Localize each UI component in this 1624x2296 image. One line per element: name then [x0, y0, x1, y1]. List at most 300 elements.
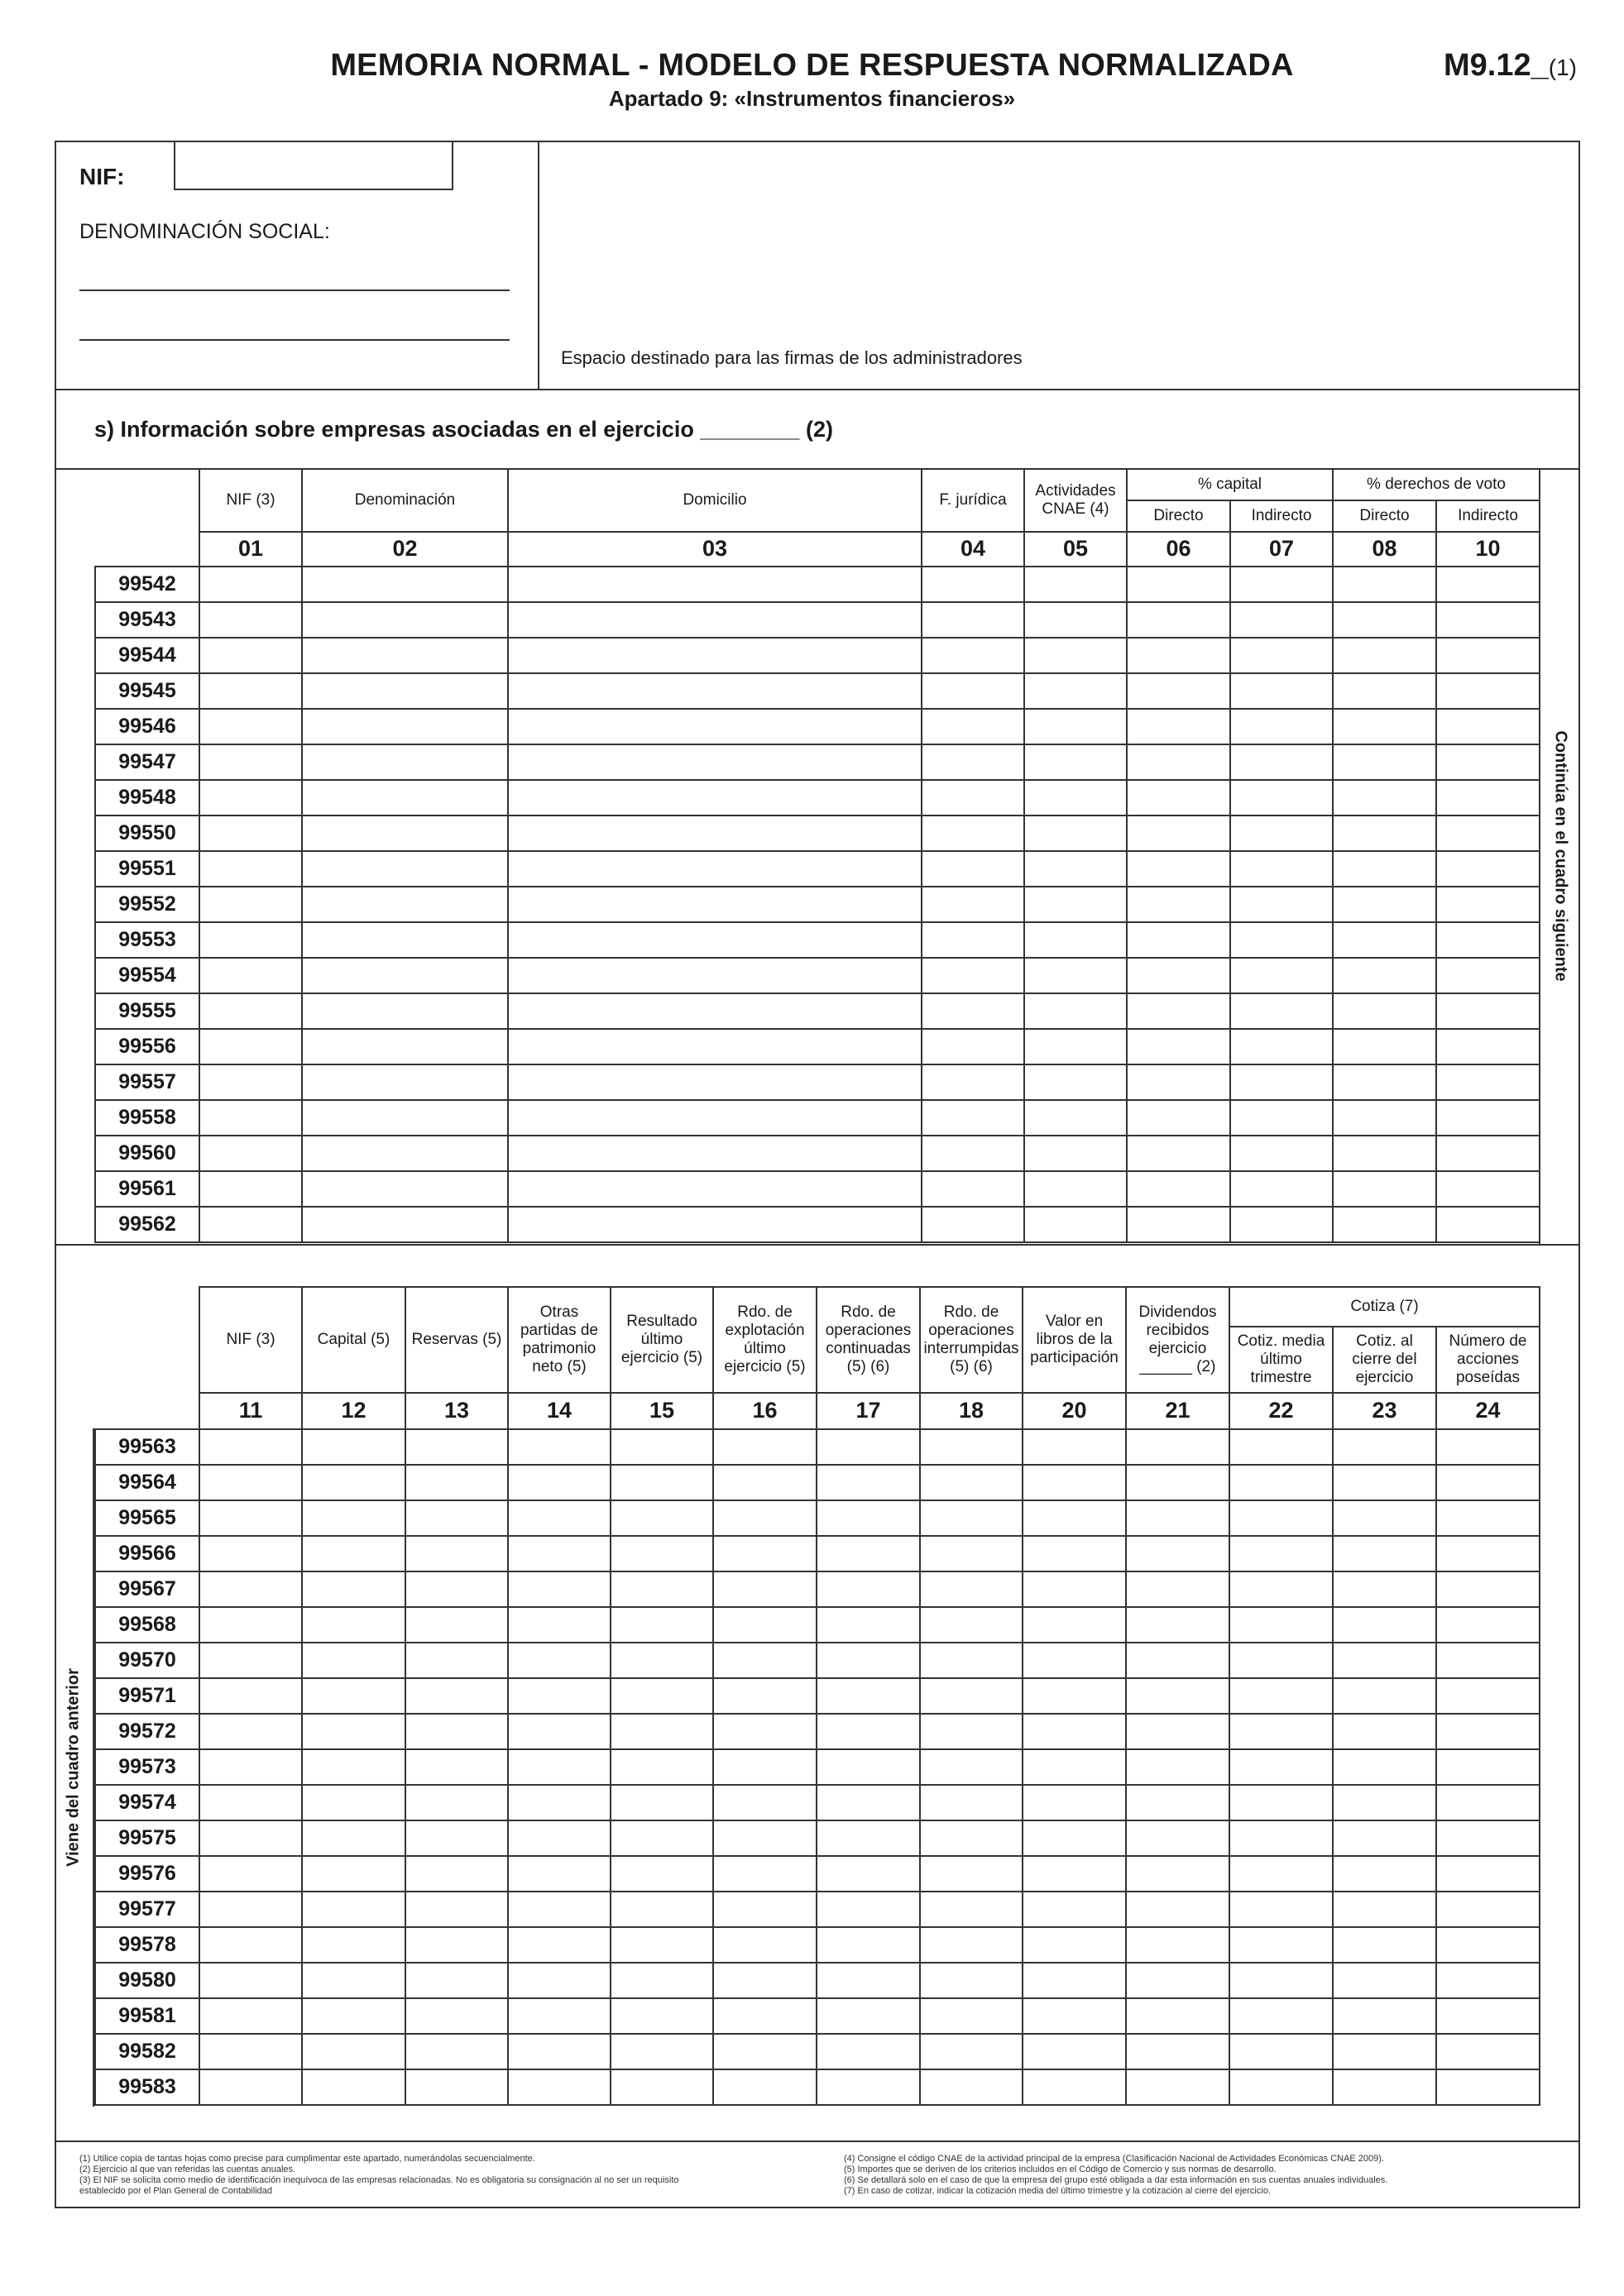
input-cell[interactable]	[1436, 958, 1540, 993]
input-cell[interactable]	[611, 1785, 713, 1820]
input-cell[interactable]	[920, 1714, 1023, 1749]
input-cell[interactable]	[199, 958, 302, 993]
input-cell[interactable]	[199, 993, 302, 1029]
input-cell[interactable]	[1230, 638, 1333, 673]
input-cell[interactable]	[817, 1643, 920, 1678]
input-cell[interactable]	[920, 1749, 1023, 1785]
input-cell[interactable]	[922, 851, 1024, 887]
input-cell[interactable]	[1127, 567, 1230, 602]
input-cell[interactable]	[922, 1136, 1024, 1171]
input-cell[interactable]	[817, 1607, 920, 1643]
input-cell[interactable]	[920, 1571, 1023, 1607]
input-cell[interactable]	[302, 816, 508, 851]
input-cell[interactable]	[817, 1820, 920, 1856]
input-cell[interactable]	[302, 1500, 405, 1536]
input-cell[interactable]	[302, 1998, 405, 2034]
input-cell[interactable]	[1230, 709, 1333, 744]
input-cell[interactable]	[1229, 1749, 1333, 1785]
input-cell[interactable]	[199, 2034, 302, 2069]
input-cell[interactable]	[199, 638, 302, 673]
input-cell[interactable]	[1436, 1998, 1540, 2034]
input-cell[interactable]	[199, 1749, 302, 1785]
input-cell[interactable]	[302, 1714, 405, 1749]
input-cell[interactable]	[1023, 1714, 1126, 1749]
input-cell[interactable]	[302, 2034, 405, 2069]
input-cell[interactable]	[1436, 2069, 1540, 2105]
input-cell[interactable]	[199, 887, 302, 922]
input-cell[interactable]	[1333, 816, 1436, 851]
input-cell[interactable]	[405, 1678, 508, 1714]
input-cell[interactable]	[922, 1207, 1024, 1242]
input-cell[interactable]	[817, 1571, 920, 1607]
input-cell[interactable]	[920, 1785, 1023, 1820]
input-cell[interactable]	[817, 1465, 920, 1500]
input-cell[interactable]	[920, 1465, 1023, 1500]
input-cell[interactable]	[922, 744, 1024, 780]
input-cell[interactable]	[199, 1820, 302, 1856]
input-cell[interactable]	[1436, 887, 1540, 922]
input-cell[interactable]	[302, 1029, 508, 1064]
input-cell[interactable]	[508, 1998, 611, 2034]
input-cell[interactable]	[611, 1607, 713, 1643]
input-cell[interactable]	[922, 780, 1024, 816]
input-cell[interactable]	[199, 1171, 302, 1207]
input-cell[interactable]	[405, 1429, 508, 1465]
input-cell[interactable]	[1333, 1892, 1436, 1927]
input-cell[interactable]	[508, 1500, 611, 1536]
input-cell[interactable]	[713, 2069, 817, 2105]
input-cell[interactable]	[1436, 1820, 1540, 1856]
input-cell[interactable]	[1436, 851, 1540, 887]
input-cell[interactable]	[1126, 1678, 1229, 1714]
input-cell[interactable]	[199, 1963, 302, 1998]
input-cell[interactable]	[1229, 1963, 1333, 1998]
input-cell[interactable]	[1126, 1927, 1229, 1963]
input-cell[interactable]	[1024, 1100, 1127, 1136]
input-cell[interactable]	[405, 1785, 508, 1820]
input-cell[interactable]	[1436, 602, 1540, 638]
input-cell[interactable]	[1333, 1714, 1436, 1749]
input-cell[interactable]	[1436, 673, 1540, 709]
input-cell[interactable]	[302, 2069, 405, 2105]
input-cell[interactable]	[1333, 1643, 1436, 1678]
input-cell[interactable]	[817, 1998, 920, 2034]
input-cell[interactable]	[1024, 1207, 1127, 1242]
input-cell[interactable]	[508, 1856, 611, 1892]
input-cell[interactable]	[1126, 2034, 1229, 2069]
input-cell[interactable]	[1127, 744, 1230, 780]
input-cell[interactable]	[199, 1714, 302, 1749]
input-cell[interactable]	[1127, 958, 1230, 993]
input-cell[interactable]	[817, 1927, 920, 1963]
input-cell[interactable]	[302, 709, 508, 744]
input-cell[interactable]	[405, 1892, 508, 1927]
input-cell[interactable]	[1333, 1207, 1436, 1242]
input-cell[interactable]	[1229, 1429, 1333, 1465]
input-cell[interactable]	[405, 1820, 508, 1856]
input-cell[interactable]	[611, 1500, 713, 1536]
input-cell[interactable]	[1024, 709, 1127, 744]
input-cell[interactable]	[1023, 2069, 1126, 2105]
input-cell[interactable]	[302, 1171, 508, 1207]
input-cell[interactable]	[611, 1714, 713, 1749]
input-cell[interactable]	[1333, 1856, 1436, 1892]
input-cell[interactable]	[508, 993, 922, 1029]
input-cell[interactable]	[508, 1064, 922, 1100]
input-cell[interactable]	[1230, 851, 1333, 887]
input-cell[interactable]	[1230, 1136, 1333, 1171]
input-cell[interactable]	[611, 1892, 713, 1927]
input-cell[interactable]	[405, 2069, 508, 2105]
input-cell[interactable]	[713, 1429, 817, 1465]
input-cell[interactable]	[817, 1500, 920, 1536]
input-cell[interactable]	[611, 1678, 713, 1714]
input-cell[interactable]	[1436, 1064, 1540, 1100]
input-cell[interactable]	[1229, 2034, 1333, 2069]
input-cell[interactable]	[405, 1927, 508, 1963]
input-cell[interactable]	[920, 1856, 1023, 1892]
input-cell[interactable]	[302, 1643, 405, 1678]
input-cell[interactable]	[1126, 1607, 1229, 1643]
input-cell[interactable]	[1436, 1607, 1540, 1643]
input-cell[interactable]	[405, 1607, 508, 1643]
input-cell[interactable]	[713, 1749, 817, 1785]
input-cell[interactable]	[1229, 1785, 1333, 1820]
input-cell[interactable]	[713, 1500, 817, 1536]
input-cell[interactable]	[302, 1856, 405, 1892]
input-cell[interactable]	[1229, 1678, 1333, 1714]
input-cell[interactable]	[1333, 1678, 1436, 1714]
input-cell[interactable]	[611, 1536, 713, 1571]
input-cell[interactable]	[1229, 1607, 1333, 1643]
input-cell[interactable]	[508, 780, 922, 816]
input-cell[interactable]	[817, 1892, 920, 1927]
input-cell[interactable]	[1127, 816, 1230, 851]
input-cell[interactable]	[1333, 1064, 1436, 1100]
input-cell[interactable]	[1333, 744, 1436, 780]
input-cell[interactable]	[1024, 1171, 1127, 1207]
input-cell[interactable]	[713, 1714, 817, 1749]
input-cell[interactable]	[199, 1029, 302, 1064]
input-cell[interactable]	[405, 1998, 508, 2034]
input-cell[interactable]	[302, 638, 508, 673]
input-cell[interactable]	[1023, 1643, 1126, 1678]
input-cell[interactable]	[1024, 567, 1127, 602]
input-cell[interactable]	[1023, 1785, 1126, 1820]
input-cell[interactable]	[405, 1465, 508, 1500]
input-cell[interactable]	[1229, 1927, 1333, 1963]
input-cell[interactable]	[1333, 1100, 1436, 1136]
input-cell[interactable]	[508, 1892, 611, 1927]
input-cell[interactable]	[1229, 1536, 1333, 1571]
input-cell[interactable]	[1230, 1207, 1333, 1242]
input-cell[interactable]	[1436, 1500, 1540, 1536]
input-cell[interactable]	[1127, 780, 1230, 816]
input-cell[interactable]	[611, 1749, 713, 1785]
input-cell[interactable]	[199, 567, 302, 602]
input-cell[interactable]	[1023, 1429, 1126, 1465]
input-cell[interactable]	[199, 1607, 302, 1643]
input-cell[interactable]	[1024, 1064, 1127, 1100]
input-cell[interactable]	[199, 1998, 302, 2034]
input-cell[interactable]	[1024, 922, 1127, 958]
input-cell[interactable]	[817, 1678, 920, 1714]
input-cell[interactable]	[1023, 1856, 1126, 1892]
input-cell[interactable]	[1127, 993, 1230, 1029]
input-cell[interactable]	[1230, 1171, 1333, 1207]
input-cell[interactable]	[199, 1678, 302, 1714]
input-cell[interactable]	[199, 673, 302, 709]
input-cell[interactable]	[1333, 673, 1436, 709]
input-cell[interactable]	[199, 1100, 302, 1136]
input-cell[interactable]	[1333, 1607, 1436, 1643]
input-cell[interactable]	[922, 638, 1024, 673]
input-cell[interactable]	[199, 851, 302, 887]
input-cell[interactable]	[817, 1429, 920, 1465]
input-cell[interactable]	[302, 1607, 405, 1643]
input-cell[interactable]	[1230, 1100, 1333, 1136]
input-cell[interactable]	[920, 1892, 1023, 1927]
input-cell[interactable]	[302, 1100, 508, 1136]
input-cell[interactable]	[1230, 1064, 1333, 1100]
input-cell[interactable]	[713, 1820, 817, 1856]
input-cell[interactable]	[1436, 1963, 1540, 1998]
input-cell[interactable]	[1126, 1963, 1229, 1998]
input-cell[interactable]	[611, 1571, 713, 1607]
input-cell[interactable]	[1023, 2034, 1126, 2069]
input-cell[interactable]	[713, 1963, 817, 1998]
input-cell[interactable]	[508, 1571, 611, 1607]
input-cell[interactable]	[713, 1536, 817, 1571]
input-cell[interactable]	[1127, 602, 1230, 638]
input-cell[interactable]	[922, 887, 1024, 922]
input-cell[interactable]	[817, 1714, 920, 1749]
input-cell[interactable]	[302, 1571, 405, 1607]
input-cell[interactable]	[817, 1785, 920, 1820]
input-cell[interactable]	[1230, 744, 1333, 780]
input-cell[interactable]	[199, 780, 302, 816]
input-cell[interactable]	[1333, 1136, 1436, 1171]
input-cell[interactable]	[1436, 1100, 1540, 1136]
input-cell[interactable]	[1230, 922, 1333, 958]
input-cell[interactable]	[1229, 1643, 1333, 1678]
input-cell[interactable]	[1436, 1029, 1540, 1064]
input-cell[interactable]	[1333, 1429, 1436, 1465]
input-cell[interactable]	[1023, 1465, 1126, 1500]
input-cell[interactable]	[1024, 958, 1127, 993]
input-cell[interactable]	[1333, 1465, 1436, 1500]
input-cell[interactable]	[508, 1536, 611, 1571]
input-cell[interactable]	[199, 1927, 302, 1963]
input-cell[interactable]	[1023, 1998, 1126, 2034]
input-cell[interactable]	[302, 1820, 405, 1856]
input-cell[interactable]	[508, 958, 922, 993]
input-cell[interactable]	[1127, 1136, 1230, 1171]
input-cell[interactable]	[1333, 2034, 1436, 2069]
input-cell[interactable]	[922, 993, 1024, 1029]
input-cell[interactable]	[1333, 958, 1436, 993]
input-cell[interactable]	[508, 1643, 611, 1678]
input-cell[interactable]	[1126, 1500, 1229, 1536]
input-cell[interactable]	[920, 1927, 1023, 1963]
input-cell[interactable]	[1436, 1678, 1540, 1714]
input-cell[interactable]	[611, 1856, 713, 1892]
input-cell[interactable]	[920, 1500, 1023, 1536]
input-cell[interactable]	[508, 567, 922, 602]
input-cell[interactable]	[508, 673, 922, 709]
input-cell[interactable]	[508, 887, 922, 922]
input-cell[interactable]	[199, 1536, 302, 1571]
input-cell[interactable]	[611, 1998, 713, 2034]
input-cell[interactable]	[611, 2034, 713, 2069]
input-cell[interactable]	[920, 1678, 1023, 1714]
input-cell[interactable]	[199, 922, 302, 958]
input-cell[interactable]	[1436, 1429, 1540, 1465]
input-cell[interactable]	[1126, 1429, 1229, 1465]
input-cell[interactable]	[508, 1029, 922, 1064]
input-cell[interactable]	[1229, 1465, 1333, 1500]
input-cell[interactable]	[920, 1536, 1023, 1571]
input-cell[interactable]	[1436, 922, 1540, 958]
input-cell[interactable]	[1127, 1064, 1230, 1100]
input-cell[interactable]	[817, 2069, 920, 2105]
input-cell[interactable]	[1023, 1963, 1126, 1998]
input-cell[interactable]	[302, 1927, 405, 1963]
input-cell[interactable]	[1023, 1678, 1126, 1714]
input-cell[interactable]	[1023, 1749, 1126, 1785]
input-cell[interactable]	[405, 1856, 508, 1892]
input-cell[interactable]	[713, 1465, 817, 1500]
input-cell[interactable]	[611, 1820, 713, 1856]
input-cell[interactable]	[199, 2069, 302, 2105]
input-cell[interactable]	[713, 1892, 817, 1927]
input-cell[interactable]	[1333, 1998, 1436, 2034]
input-cell[interactable]	[302, 958, 508, 993]
input-cell[interactable]	[199, 1500, 302, 1536]
input-cell[interactable]	[1333, 2069, 1436, 2105]
input-cell[interactable]	[302, 1536, 405, 1571]
input-cell[interactable]	[1333, 1785, 1436, 1820]
input-cell[interactable]	[1229, 1892, 1333, 1927]
input-cell[interactable]	[1127, 887, 1230, 922]
input-cell[interactable]	[508, 851, 922, 887]
input-cell[interactable]	[920, 1643, 1023, 1678]
input-cell[interactable]	[922, 673, 1024, 709]
input-cell[interactable]	[817, 2034, 920, 2069]
input-cell[interactable]	[405, 1643, 508, 1678]
input-cell[interactable]	[302, 1785, 405, 1820]
input-cell[interactable]	[1126, 1465, 1229, 1500]
input-cell[interactable]	[1333, 1820, 1436, 1856]
input-cell[interactable]	[1024, 602, 1127, 638]
input-cell[interactable]	[1024, 1029, 1127, 1064]
input-cell[interactable]	[1230, 1029, 1333, 1064]
input-cell[interactable]	[1436, 1643, 1540, 1678]
input-cell[interactable]	[302, 922, 508, 958]
input-cell[interactable]	[199, 1571, 302, 1607]
input-cell[interactable]	[1436, 744, 1540, 780]
input-cell[interactable]	[1229, 1571, 1333, 1607]
input-cell[interactable]	[1126, 1571, 1229, 1607]
input-cell[interactable]	[199, 1643, 302, 1678]
nif-field[interactable]	[174, 141, 453, 190]
input-cell[interactable]	[1333, 602, 1436, 638]
input-cell[interactable]	[611, 1963, 713, 1998]
input-cell[interactable]	[817, 1749, 920, 1785]
input-cell[interactable]	[1333, 887, 1436, 922]
input-cell[interactable]	[1230, 993, 1333, 1029]
input-cell[interactable]	[1230, 567, 1333, 602]
input-cell[interactable]	[1333, 851, 1436, 887]
input-cell[interactable]	[1229, 1856, 1333, 1892]
input-cell[interactable]	[508, 1963, 611, 1998]
input-cell[interactable]	[1436, 1536, 1540, 1571]
input-cell[interactable]	[508, 1465, 611, 1500]
input-cell[interactable]	[199, 1856, 302, 1892]
input-cell[interactable]	[199, 1465, 302, 1500]
input-cell[interactable]	[508, 1714, 611, 1749]
input-cell[interactable]	[1436, 2034, 1540, 2069]
input-cell[interactable]	[611, 2069, 713, 2105]
input-cell[interactable]	[405, 1536, 508, 1571]
input-cell[interactable]	[508, 816, 922, 851]
input-cell[interactable]	[922, 709, 1024, 744]
input-cell[interactable]	[1436, 638, 1540, 673]
input-cell[interactable]	[1229, 1500, 1333, 1536]
input-cell[interactable]	[199, 1429, 302, 1465]
input-cell[interactable]	[1436, 1856, 1540, 1892]
input-cell[interactable]	[817, 1856, 920, 1892]
input-cell[interactable]	[302, 1429, 405, 1465]
input-cell[interactable]	[302, 673, 508, 709]
input-cell[interactable]	[302, 1136, 508, 1171]
input-cell[interactable]	[302, 567, 508, 602]
input-cell[interactable]	[199, 602, 302, 638]
input-cell[interactable]	[920, 2069, 1023, 2105]
input-cell[interactable]	[1023, 1820, 1126, 1856]
input-cell[interactable]	[1333, 922, 1436, 958]
input-cell[interactable]	[302, 744, 508, 780]
input-cell[interactable]	[302, 602, 508, 638]
input-cell[interactable]	[713, 1643, 817, 1678]
input-cell[interactable]	[1127, 851, 1230, 887]
input-cell[interactable]	[1333, 1963, 1436, 1998]
input-cell[interactable]	[1333, 638, 1436, 673]
input-cell[interactable]	[611, 1643, 713, 1678]
input-cell[interactable]	[1126, 1820, 1229, 1856]
input-cell[interactable]	[1333, 1927, 1436, 1963]
input-cell[interactable]	[199, 1207, 302, 1242]
input-cell[interactable]	[199, 816, 302, 851]
input-cell[interactable]	[508, 1785, 611, 1820]
input-cell[interactable]	[1024, 993, 1127, 1029]
input-cell[interactable]	[302, 780, 508, 816]
input-cell[interactable]	[713, 1927, 817, 1963]
input-cell[interactable]	[405, 1749, 508, 1785]
input-cell[interactable]	[611, 1927, 713, 1963]
denominacion-field-line-2[interactable]	[79, 339, 510, 341]
input-cell[interactable]	[405, 1500, 508, 1536]
input-cell[interactable]	[1024, 851, 1127, 887]
input-cell[interactable]	[1333, 1571, 1436, 1607]
input-cell[interactable]	[922, 816, 1024, 851]
input-cell[interactable]	[1436, 1785, 1540, 1820]
input-cell[interactable]	[1436, 1714, 1540, 1749]
input-cell[interactable]	[508, 1136, 922, 1171]
input-cell[interactable]	[1023, 1607, 1126, 1643]
input-cell[interactable]	[302, 1207, 508, 1242]
input-cell[interactable]	[1024, 780, 1127, 816]
